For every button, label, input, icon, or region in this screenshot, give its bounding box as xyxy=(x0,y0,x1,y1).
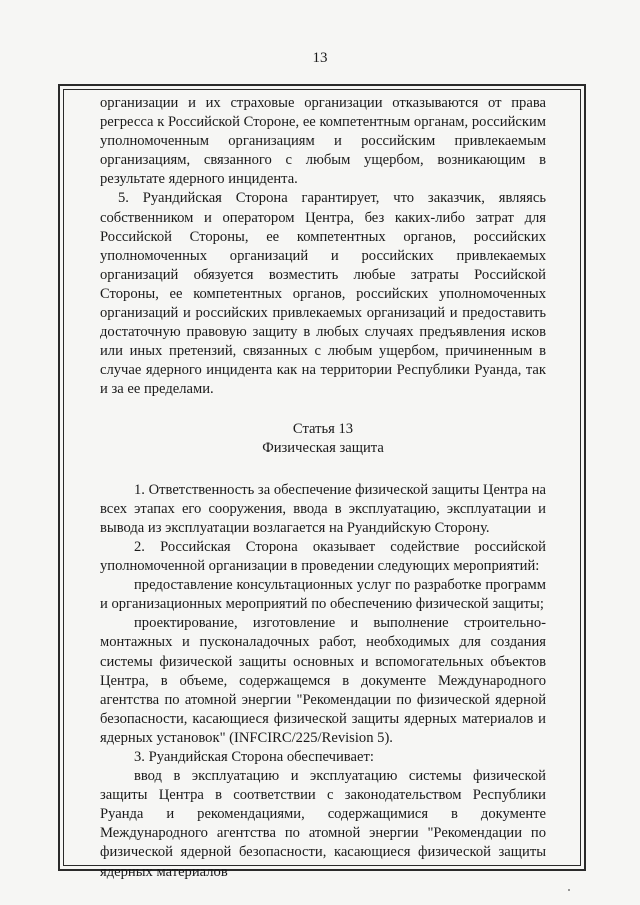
paragraph-item-2: 2. Российская Сторона оказывает содействие российской уполномоченной организации в проведении следующих мероприятий: xyxy=(100,538,546,575)
paragraph-item-3: 3. Руандийская Сторона обеспечивает: xyxy=(134,749,374,765)
page-number: 13 xyxy=(312,50,328,66)
article-title: Физическая защита xyxy=(262,439,384,456)
paragraph-item-1: 1. Ответственность за обеспечение физической защиты Центра на всех этапах его сооружения, ввода в эксплуатацию, эксплуатации и вывода из эксплуатации возлагается на Руандийскую Сторону. xyxy=(100,481,546,536)
document-body xyxy=(100,94,546,882)
paragraph-item-5: 5. Руандийская Сторона гарантирует, что заказчик, являясь собственником и оператором Центра, без каких-либо затрат для Российской Стороны, ее компетентных органов, российских уполномоченных организаций и российских привлекаемых организаций обязуется возместить любые затраты Российской Стороны, ее компетентных органов, российских уполномоченных организаций и российских привлекаемых организаций и предоставить достаточную правовую защиту в любых случаях предъявления исков или иных претензий, связанных с любым ущербом, причиненным в случае ядерного инцидента как на территории Республики Руанда, так и за ее пределами. xyxy=(100,190,546,398)
paragraph-subitem-design: проектирование, изготовление и выполнение строительно-монтажных и пусконаладочных работ, необходимых для создания системы физической защиты основных и вспомогательных объектов Центра, в объеме, содержащемся в документе Международного агентства по атомной энергии "Рекомендации по физической ядерной безопасности, касающиеся физической защиты ядерных материалов и ядерных установок" (INFCIRC/225/Revision 5). xyxy=(100,615,546,746)
paragraph-subitem-commissioning: ввод в эксплуатацию и эксплуатацию системы физической защиты Центра в соответствии с законодательством Республики Руанда и рекомендациями, содержащимися в документе Международного агентства по атомной энергии "Рекомендации по физической ядерной безопасности, касающиеся физической защиты ядерных материалов xyxy=(100,768,546,880)
paragraph-continuation: организации и их страховые организации отказываются от права регресса к Российской Стороне, ее компетентным органам, российским уполномоченным организациям и российским привлекаемым организациям, связанного с любым ущербом, возникающим в результате ядерного инцидента. xyxy=(100,95,546,188)
scan-dot xyxy=(568,889,570,891)
article-number: Статья 13 xyxy=(292,420,354,437)
paragraph-subitem-consulting: предоставление консультационных услуг по разработке программ и организационных мероприятий по обеспечению физической защиты; xyxy=(100,577,546,613)
